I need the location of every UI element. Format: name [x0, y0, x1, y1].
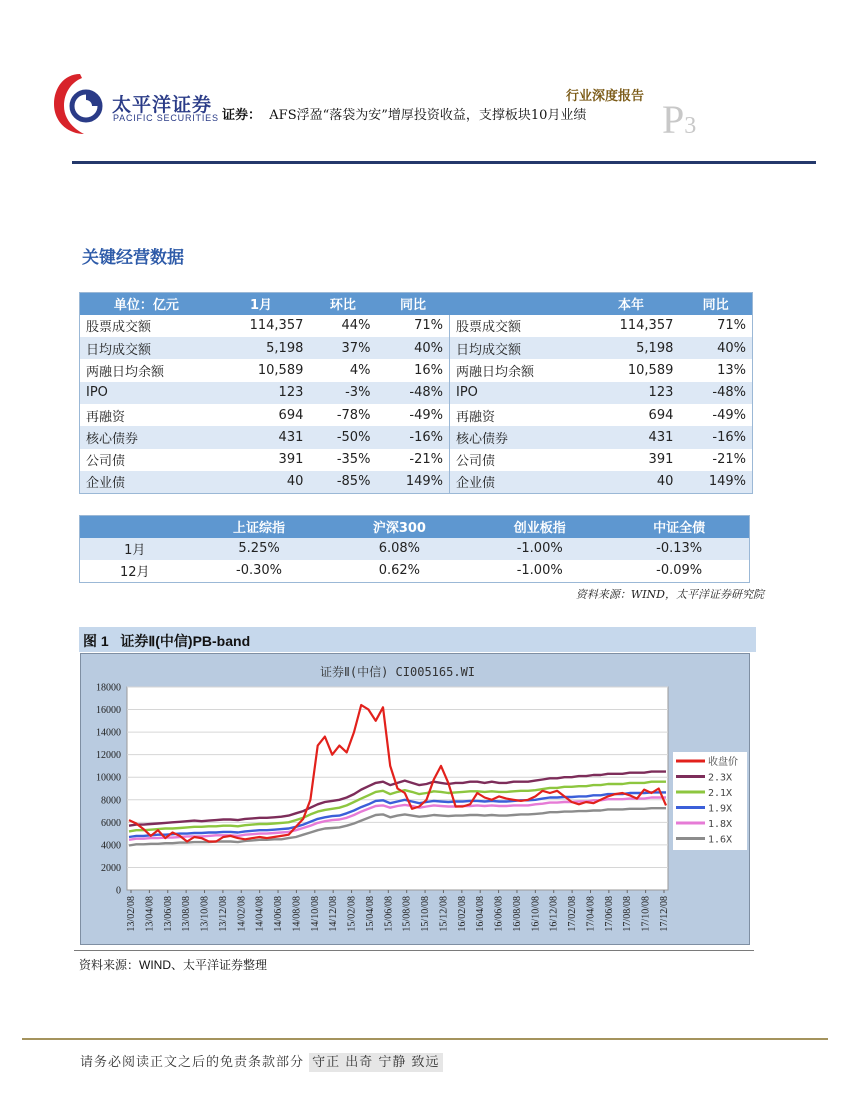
- table-header-cell: [450, 293, 583, 315]
- legend-label: 1.8X: [708, 819, 733, 830]
- y-tick-label: 4000: [101, 840, 121, 852]
- x-tick-label: 15/06/08: [383, 896, 395, 932]
- table-cell: 44%: [341, 318, 371, 334]
- x-tick-label: 15/08/08: [401, 896, 413, 932]
- table-cell: 40%: [679, 337, 752, 359]
- legend-label: 收盘价: [708, 757, 738, 768]
- table-cell: 5,198: [583, 337, 680, 359]
- logo-chinese-name: 太平洋证券: [112, 94, 213, 116]
- table-cell: IPO: [80, 382, 213, 404]
- table-cell: 0.62%: [378, 563, 421, 579]
- y-tick-label: 16000: [96, 705, 121, 717]
- x-tick-label: 17/08/08: [622, 896, 634, 932]
- table-header-cell: 上证综指: [190, 516, 329, 538]
- table-header-cell: 沪深300: [329, 516, 471, 538]
- table-cell: 10,589: [627, 363, 674, 379]
- table-cell: -21%: [409, 452, 443, 468]
- table-cell: 16%: [414, 363, 443, 379]
- figure-caption: 证券Ⅱ(中信)PB-band: [120, 633, 251, 649]
- table-cell: -16%: [679, 426, 752, 448]
- table-cell: 公司债: [450, 449, 583, 471]
- x-tick-label: 17/10/08: [640, 896, 652, 932]
- x-tick-label: 16/04/08: [475, 896, 487, 932]
- table-cell: 10,589: [257, 363, 304, 379]
- table-header-cell: 中证全债: [609, 516, 749, 538]
- table-cell: 5.25%: [190, 538, 329, 560]
- table-cell: 123: [583, 382, 680, 404]
- table-row: [80, 359, 753, 381]
- table-cell: -16%: [376, 426, 449, 448]
- x-tick-label: 15/10/08: [420, 896, 432, 932]
- table-cell: -1.00%: [516, 563, 563, 579]
- table-cell: -21%: [712, 452, 746, 468]
- table-cell: 两融日均余额: [86, 365, 165, 381]
- figure-divider: [74, 950, 754, 951]
- table-cell: IPO: [450, 382, 583, 404]
- table-row: [80, 426, 753, 448]
- report-headline: AFS浮盈“落袋为安”增厚投资收益，支撑板块10月业绩: [269, 108, 587, 123]
- table-cell: 71%: [414, 318, 443, 334]
- legend-label: 1.9X: [708, 803, 733, 815]
- x-tick-label: 17/06/08: [603, 896, 615, 932]
- table-cell: -0.13%: [609, 538, 749, 560]
- page-digit: 3: [684, 113, 697, 139]
- table-cell: 391: [648, 452, 674, 468]
- y-tick-label: 12000: [96, 750, 121, 762]
- pb-band-chart-frame: [80, 653, 750, 945]
- x-tick-label: 17/02/08: [567, 896, 579, 932]
- report-type: 行业深度报告: [565, 89, 644, 104]
- table-cell: -85%: [309, 471, 376, 493]
- x-tick-label: 17/12/08: [659, 896, 670, 932]
- table-cell: 企业债: [450, 471, 583, 493]
- table-cell: -0.09%: [656, 563, 703, 579]
- y-tick-label: 10000: [96, 772, 121, 784]
- table-cell: 71%: [717, 318, 746, 334]
- x-tick-label: 15/12/08: [438, 896, 450, 932]
- table-cell: -48%: [679, 382, 752, 404]
- y-tick-label: 8000: [101, 795, 121, 807]
- table-cell: 1月: [80, 538, 190, 560]
- table-cell: 日均成交额: [450, 337, 583, 359]
- pacific-securities-logo: [52, 70, 108, 136]
- table-header-row: [80, 293, 753, 315]
- table-cell: 再融资: [86, 409, 126, 425]
- table-cell: 核心债券: [450, 426, 583, 448]
- y-tick-label: 18000: [96, 682, 121, 694]
- x-tick-label: 13/08/08: [181, 896, 193, 932]
- table-cell: -3%: [309, 382, 376, 404]
- table-cell: -49%: [409, 407, 443, 423]
- x-tick-label: 16/06/08: [493, 896, 505, 932]
- legend-label: 1.6X: [708, 834, 733, 846]
- x-tick-label: 14/04/08: [254, 896, 266, 932]
- table-row: [80, 449, 753, 471]
- table-header-cell: 1月: [213, 293, 310, 315]
- page-letter: P: [662, 97, 685, 142]
- section-title: 关键经营数据: [82, 248, 184, 268]
- table-row: [80, 538, 750, 560]
- header-divider: [72, 161, 816, 164]
- table-row: [80, 315, 753, 337]
- x-tick-label: 16/12/08: [548, 896, 560, 932]
- pb-band-chart: [81, 654, 749, 944]
- table-source-note: 资料来源：WIND，太平洋证券研究院: [575, 588, 764, 601]
- table-cell: 114,357: [249, 318, 304, 334]
- x-tick-label: 14/10/08: [309, 896, 321, 932]
- table-cell: -1.00%: [470, 538, 609, 560]
- table-cell: 431: [583, 426, 680, 448]
- footer-disclaimer: 请务必阅读正文之后的免责条款部分: [80, 1055, 305, 1070]
- table-row: [80, 337, 753, 359]
- logo-english-name: PACIFIC SECURITIES: [113, 113, 219, 123]
- x-tick-label: 13/12/08: [217, 896, 229, 932]
- table-cell: 149%: [679, 471, 752, 493]
- figure-title: [79, 627, 756, 652]
- table-cell: -50%: [309, 426, 376, 448]
- x-tick-label: 14/02/08: [236, 896, 248, 932]
- table-cell: 391: [278, 452, 304, 468]
- table-cell: 13%: [717, 363, 746, 379]
- page-number: [662, 96, 696, 143]
- footer: [80, 1051, 443, 1070]
- table-cell: 114,357: [619, 318, 674, 334]
- legend-label: 2.3X: [708, 772, 733, 784]
- table-cell: -49%: [712, 407, 746, 423]
- x-tick-label: 13/06/08: [162, 896, 174, 932]
- table-cell: 两融日均余额: [450, 359, 583, 381]
- report-title: [222, 104, 586, 123]
- x-tick-label: 15/02/08: [346, 896, 358, 932]
- chart-title: 证券Ⅱ(中信) CI005165.WI: [319, 665, 476, 679]
- x-tick-label: 14/06/08: [273, 896, 285, 932]
- x-tick-label: 17/04/08: [585, 896, 597, 932]
- table-cell: 694: [278, 407, 304, 423]
- table-cell: 40: [213, 471, 310, 493]
- y-tick-label: 0: [116, 885, 121, 897]
- table-cell: 股票成交额: [86, 320, 152, 336]
- table-header-cell: 创业板指: [470, 516, 609, 538]
- table-header-cell: 同比: [679, 293, 752, 315]
- x-tick-label: 14/12/08: [328, 896, 340, 932]
- table-cell: 日均成交额: [80, 337, 213, 359]
- x-tick-label: 16/02/08: [456, 896, 468, 932]
- table-cell: 4%: [349, 363, 371, 379]
- table-cell: 公司债: [86, 454, 126, 470]
- table-cell: 40: [583, 471, 680, 493]
- table-cell: 5,198: [213, 337, 310, 359]
- table-cell: -78%: [336, 407, 371, 423]
- table-header-cell: 本年: [583, 293, 680, 315]
- y-tick-label: 2000: [101, 862, 121, 874]
- figure-label: 图 1: [83, 633, 109, 649]
- table-header-cell: 环比: [309, 293, 376, 315]
- table-cell: 核心债券: [80, 426, 213, 448]
- x-tick-label: 16/08/08: [511, 896, 523, 932]
- index-returns-table: [79, 515, 750, 583]
- table-cell: 123: [213, 382, 310, 404]
- y-tick-label: 6000: [101, 817, 121, 829]
- table-cell: -48%: [376, 382, 449, 404]
- x-tick-label: 16/10/08: [530, 896, 542, 932]
- table-cell: -0.30%: [236, 563, 283, 579]
- table-row: [80, 471, 753, 493]
- table-cell: 6.08%: [329, 538, 471, 560]
- table-cell: 12月: [119, 565, 150, 581]
- table-cell: 37%: [309, 337, 376, 359]
- table-cell: 431: [213, 426, 310, 448]
- table-cell: 149%: [376, 471, 449, 493]
- key-operating-data-table: [79, 292, 753, 494]
- footer-divider: [22, 1038, 828, 1040]
- x-tick-label: 15/04/08: [364, 896, 376, 932]
- legend-label: 2.1X: [708, 788, 733, 799]
- table-header-cell: 单位：亿元: [80, 293, 213, 315]
- footer-motto: 守正 出奇 宁静 致远: [309, 1053, 442, 1072]
- table-header-row: [80, 516, 750, 538]
- sector-label: 证券：: [222, 108, 262, 123]
- figure-source-note: 资料来源：WIND、太平洋证券整理: [79, 958, 267, 972]
- table-row: [80, 382, 753, 404]
- table-header-cell: 同比: [376, 293, 449, 315]
- table-row: [80, 560, 750, 582]
- table-cell: 40%: [376, 337, 449, 359]
- table-cell: -35%: [336, 452, 371, 468]
- x-tick-label: 13/10/08: [199, 896, 211, 932]
- table-cell: 股票成交额: [450, 315, 583, 337]
- table-row: [80, 404, 753, 426]
- x-tick-label: 13/04/08: [144, 896, 156, 932]
- table-cell: 694: [648, 407, 674, 423]
- x-tick-label: 13/02/08: [126, 896, 137, 932]
- table-cell: 企业债: [80, 471, 213, 493]
- table-header-cell: [80, 516, 190, 538]
- table-cell: 再融资: [450, 404, 583, 426]
- x-tick-label: 14/08/08: [291, 896, 303, 932]
- y-tick-label: 14000: [96, 727, 121, 739]
